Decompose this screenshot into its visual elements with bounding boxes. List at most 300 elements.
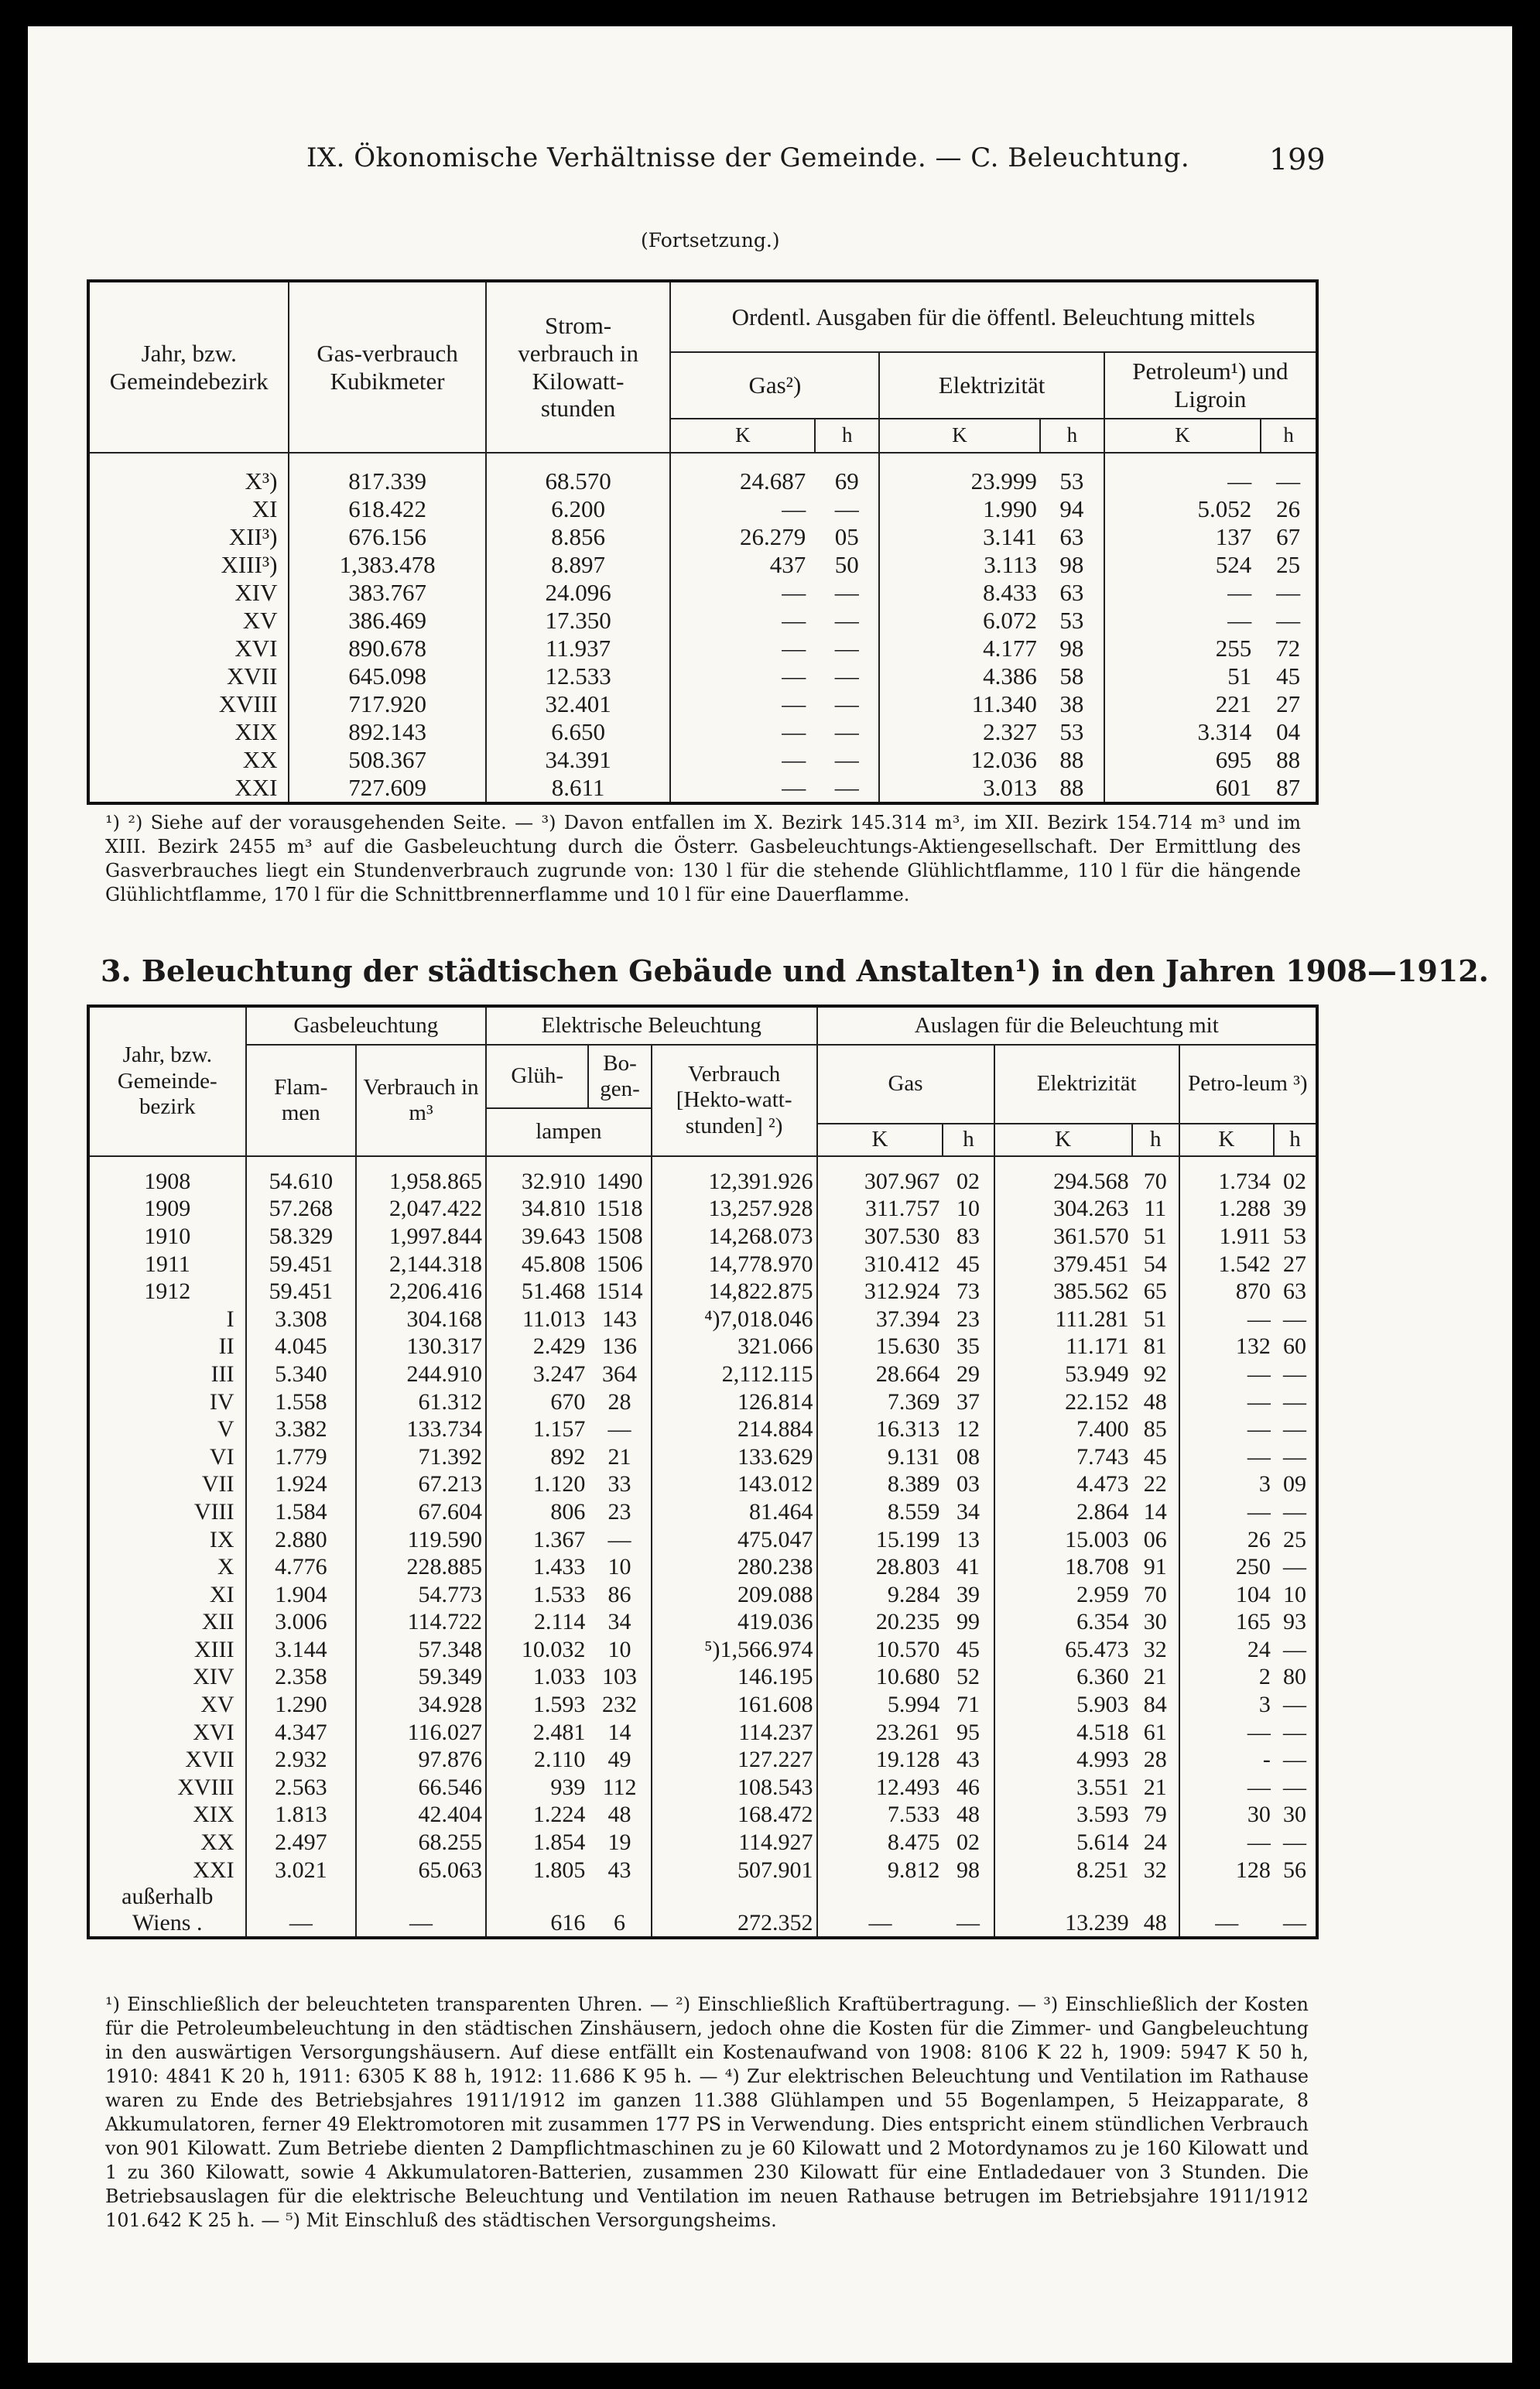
col-header-electricity: Elektrizität <box>994 1045 1179 1124</box>
incandescent-value: 616 <box>550 1910 586 1936</box>
gas-k: 16.313 <box>875 1416 940 1443</box>
power-value: 8.856 <box>486 523 671 551</box>
elec-k: 385.562 <box>1053 1278 1129 1305</box>
gas-k: 7.533 <box>887 1802 940 1828</box>
petro-h: 30 <box>1282 1802 1306 1828</box>
consumption-hw-value: 14,268.073 <box>652 1223 817 1251</box>
petro-h: — <box>1282 1829 1306 1856</box>
table-row <box>88 1829 1317 1857</box>
elec-h: 11 <box>1132 1196 1179 1224</box>
gas-h: — <box>815 690 879 718</box>
district-label: XVIII <box>128 1774 246 1802</box>
unit-h: h <box>815 419 879 453</box>
district-label: XI <box>128 1581 246 1609</box>
petro-k: 250 <box>1235 1554 1271 1580</box>
gas-k: 12.493 <box>875 1774 940 1800</box>
gas-m3-value: 130.317 <box>356 1333 486 1361</box>
gas-h: 12 <box>943 1415 994 1443</box>
district-label: XIX <box>128 1802 246 1829</box>
elec-h: 24 <box>1132 1829 1179 1857</box>
consumption-hw-value: 14,778.970 <box>652 1251 817 1278</box>
col-header-arc: Bo-gen- <box>588 1045 651 1108</box>
flames-value: 4.347 <box>246 1719 357 1747</box>
petro-k: 1.911 <box>1219 1223 1271 1249</box>
col-header-expenses: Auslagen für die Beleuchtung mit <box>817 1006 1317 1045</box>
table-row <box>88 1802 1317 1829</box>
consumption-hw-value: 321.066 <box>652 1333 817 1361</box>
incandescent-value: 1.033 <box>532 1664 586 1690</box>
consumption-hw-value: 2,112.115 <box>652 1360 817 1388</box>
flames-value: 2.358 <box>246 1664 357 1692</box>
elec-k: 8.433 <box>983 579 1037 606</box>
elec-h: 58 <box>1040 662 1104 690</box>
elec-h: 51 <box>1132 1306 1179 1333</box>
flames-value: 59.451 <box>246 1278 357 1306</box>
elec-h: 30 <box>1132 1609 1179 1637</box>
petro-k: 3 <box>1258 1692 1271 1718</box>
district-label: XX <box>128 1829 246 1857</box>
petro-h: 09 <box>1282 1471 1306 1497</box>
petro-k: — <box>1247 1829 1271 1856</box>
row-label: XXI <box>128 774 289 803</box>
petro-k: 3 <box>1258 1471 1271 1497</box>
gas-value: 508.367 <box>289 746 485 774</box>
incandescent-value: 1.433 <box>532 1554 586 1580</box>
gas-k: 19.128 <box>875 1747 940 1773</box>
col-header-electricity-expense: Elektrizität <box>879 352 1104 419</box>
unit-h: h <box>1040 419 1104 453</box>
table-row <box>88 495 1317 523</box>
gas-k: — <box>782 690 806 717</box>
elec-k: 2.327 <box>983 718 1037 745</box>
section-title: 3. Beleuchtung der städtischen Gebäude und Anstalten¹) in den Jahren 1908—1912. <box>101 953 1489 988</box>
gas-h: 02 <box>943 1829 994 1857</box>
gas-k: 5.994 <box>887 1692 940 1718</box>
table-row <box>88 523 1317 551</box>
district-label: VIII <box>128 1498 246 1526</box>
gas-h: 48 <box>943 1802 994 1829</box>
gas-h: 34 <box>943 1498 994 1526</box>
gas-k: 15.630 <box>875 1333 940 1360</box>
col-header-year-district: Jahr, bzw. Gemeindebezirk <box>88 281 289 453</box>
petro-h: 80 <box>1282 1664 1306 1690</box>
petro-h: 27 <box>1282 1251 1306 1277</box>
gas-h: 50 <box>815 551 879 579</box>
table-row <box>88 1664 1317 1692</box>
gas-k: 28.803 <box>875 1554 940 1580</box>
arc-value: — <box>588 1526 651 1554</box>
elec-k: 65.473 <box>1065 1636 1129 1662</box>
petro-h: 02 <box>1282 1168 1306 1194</box>
incandescent-value: 11.013 <box>522 1306 586 1332</box>
petro-k: — <box>1247 1443 1271 1470</box>
gas-k: 10.570 <box>875 1636 940 1662</box>
petro-h: — <box>1276 607 1301 634</box>
consumption-hw-value: 419.036 <box>652 1609 817 1637</box>
gas-k: — <box>782 662 806 690</box>
district-label: V <box>128 1415 246 1443</box>
petro-k: — <box>1215 1910 1239 1936</box>
elec-h: 88 <box>1040 774 1104 803</box>
flames-value: 3.382 <box>246 1415 357 1443</box>
consumption-hw-value: ⁴)7,018.046 <box>652 1306 817 1333</box>
district-label: XVII <box>128 1746 246 1774</box>
petro-k: 221 <box>1215 690 1252 717</box>
petro-h: 56 <box>1282 1857 1306 1883</box>
petro-k: — <box>1247 1498 1271 1525</box>
district-label: XXI <box>128 1857 246 1884</box>
gas-m3-value: 59.349 <box>356 1664 486 1692</box>
gas-k: 15.199 <box>875 1526 940 1552</box>
petro-k: 165 <box>1235 1609 1271 1635</box>
petro-k: — <box>1247 1774 1271 1800</box>
flames-value: 1.924 <box>246 1471 357 1499</box>
gas-h: — <box>815 495 879 523</box>
gas-h: — <box>815 774 879 803</box>
gas-m3-value: 68.255 <box>356 1829 486 1857</box>
arc-value: 112 <box>588 1774 651 1802</box>
incandescent-value: 45.808 <box>521 1251 586 1277</box>
petro-k: 128 <box>1235 1857 1271 1883</box>
district-label: VII <box>128 1471 246 1499</box>
table-row <box>88 746 1317 774</box>
gas-m3-value: 133.734 <box>356 1415 486 1443</box>
arc-value: 19 <box>588 1829 651 1857</box>
elec-k: 3.013 <box>983 774 1037 801</box>
petro-k: — <box>1247 1719 1271 1745</box>
gas-h: 39 <box>943 1581 994 1609</box>
col-header-gas: Gas <box>817 1045 994 1124</box>
arc-value: — <box>588 1415 651 1443</box>
elec-k: 6.360 <box>1076 1664 1129 1690</box>
petro-k: — <box>1227 467 1252 495</box>
power-value: 8.611 <box>486 774 671 803</box>
elec-h: 84 <box>1132 1691 1179 1719</box>
incandescent-value: 1.224 <box>532 1802 586 1828</box>
flames-value: 1.813 <box>246 1802 357 1829</box>
gas-value: 717.920 <box>289 690 485 718</box>
district-label: IX <box>128 1526 246 1554</box>
unit-h: h <box>943 1124 994 1156</box>
arc-value: 1508 <box>588 1223 651 1251</box>
gas-m3-value: 57.348 <box>356 1636 486 1664</box>
col-header-consumption-hw: Verbrauch [Hekto-watt-stunden] ²) <box>652 1045 817 1156</box>
gas-k: 28.664 <box>875 1360 940 1387</box>
outside-label-line2: Wiens . <box>132 1910 203 1936</box>
year-label: 1908 <box>88 1156 246 1196</box>
gas-h: 29 <box>943 1360 994 1388</box>
district-label: XIV <box>128 1664 246 1692</box>
petro-k: — <box>1247 1360 1271 1387</box>
gas-k: — <box>782 635 806 662</box>
gas-k: 24.687 <box>740 467 806 495</box>
elec-k: 3.551 <box>1076 1774 1129 1800</box>
power-value: 6.200 <box>486 495 671 523</box>
incandescent-value: 1.593 <box>532 1692 586 1718</box>
elec-k: 13.239 <box>1065 1910 1129 1936</box>
gas-k: 311.757 <box>865 1196 940 1222</box>
gas-value: 676.156 <box>289 523 485 551</box>
arc-value: 1514 <box>588 1278 651 1306</box>
gas-m3-value: 66.546 <box>356 1774 486 1802</box>
gas-h: 45 <box>943 1251 994 1278</box>
gas-h: 13 <box>943 1526 994 1554</box>
arc-value: 10 <box>588 1553 651 1581</box>
gas-k: — <box>782 579 806 606</box>
incandescent-value: 892 <box>550 1443 586 1470</box>
table-row <box>88 1609 1317 1637</box>
district-label: I <box>128 1306 246 1333</box>
elec-k: 53.949 <box>1065 1360 1129 1387</box>
elec-k: 18.708 <box>1065 1554 1129 1580</box>
table2-footnotes: ¹) Einschließlich der beleuchteten transparenten Uhren. — ²) Einschließlich Kraftübertragung. — ³) Einschließlich der Kosten für die Petroleumbeleuchtung in den städtischen Zinshäusern, jedoch ohne die Kosten für die Zimmer- und Gangbeleuchtung in den auswärtigen Versorgungshäusern. Auf diese entfällt ein Kostenaufwand von 1908: 8106 K 22 h, 1909: 5947 K 50 h, 1910: 4841 K 20 h, 1911: 6305 K 88 h, 1912: 11.686 K 95 h. — ⁴) Zur elektrischen Beleuchtung und Ventilation im Rathause waren zu Ende des Betriebsjahres 1911/1912 im ganzen 11.388 Glühlampen und 55 Bogenlampen, 5 Heizapparate, 8 Akkumulatoren, ferner 49 Elektromotoren mit zusammen 177 PS in Verwendung. Dies entspricht einem stündlichen Verbrauch von 901 Kilowatt. Zum Betriebe dienten 2 Dampflichtmaschinen zu je 60 Kilowatt und 2 Motordynamos zu je 160 Kilowatt und 1 zu 360 Kilowatt, sowie 4 Akkumulatoren-Batterien, zusammen 230 Kilowatt für eine Entladedauer von 3 Stunden. Die Betriebsauslagen für die elektrische Beleuchtung und Ventilation im neuen Rathause betrugen im Betriebsjahre 1911/1912 101.642 K 25 h. — ⁵) Mit Einschluß des städtischen Versorgungsheims. <box>105 1994 1309 2231</box>
gas-k: 37.394 <box>875 1306 940 1332</box>
elec-k: 4.473 <box>1076 1471 1129 1497</box>
petro-h: — <box>1282 1692 1306 1718</box>
gas-h: — <box>815 746 879 774</box>
arc-value: 14 <box>588 1719 651 1747</box>
flames-value: — <box>246 1884 357 1938</box>
gas-value: 618.422 <box>289 495 485 523</box>
gas-k: 7.369 <box>887 1388 940 1415</box>
table-row <box>88 662 1317 690</box>
table-row <box>88 1360 1317 1388</box>
table-row-outside-vienna <box>88 1884 1317 1938</box>
gas-h: 35 <box>943 1333 994 1361</box>
petro-h: — <box>1282 1388 1306 1415</box>
gas-value: 817.339 <box>289 453 485 495</box>
arc-value: 1490 <box>588 1156 651 1196</box>
elec-h: 63 <box>1040 579 1104 607</box>
power-value: 12.533 <box>486 662 671 690</box>
petro-h: 45 <box>1276 662 1301 690</box>
table-row <box>88 1278 1317 1306</box>
gas-k: — <box>868 1910 892 1936</box>
row-label: XVIII <box>128 690 289 718</box>
arc-value: 364 <box>588 1360 651 1388</box>
gas-m3-value: 67.604 <box>356 1498 486 1526</box>
petro-h: — <box>1276 467 1301 495</box>
col-header-ordinary-expenses: Ordentl. Ausgaben für die öffentl. Beleuchtung mittels <box>670 281 1317 352</box>
arc-value: 143 <box>588 1306 651 1333</box>
gas-m3-value: 114.722 <box>356 1609 486 1637</box>
flames-value: 3.006 <box>246 1609 357 1637</box>
petro-h: 27 <box>1276 690 1301 717</box>
petro-k: 1.542 <box>1218 1251 1271 1277</box>
elec-k: 1.990 <box>983 495 1037 522</box>
flames-value: 1.904 <box>246 1581 357 1609</box>
elec-h: 21 <box>1132 1774 1179 1802</box>
arc-value: 136 <box>588 1333 651 1361</box>
gas-m3-value: 228.885 <box>356 1553 486 1581</box>
gas-value: 727.609 <box>289 774 485 803</box>
arc-value: 232 <box>588 1691 651 1719</box>
elec-h: 63 <box>1040 523 1104 551</box>
table-row <box>88 607 1317 635</box>
petro-k: 601 <box>1215 774 1252 801</box>
gas-h: 10 <box>943 1196 994 1224</box>
elec-k: 11.340 <box>971 690 1037 717</box>
gas-h: — <box>815 635 879 662</box>
table-row <box>88 1553 1317 1581</box>
gas-h: 43 <box>943 1746 994 1774</box>
elec-k: 8.251 <box>1076 1857 1129 1883</box>
petro-h: 39 <box>1282 1196 1306 1222</box>
table-row <box>88 1333 1317 1361</box>
incandescent-value: 939 <box>550 1774 586 1800</box>
consumption-hw-value: 161.608 <box>652 1691 817 1719</box>
petro-k: 3.314 <box>1197 718 1252 745</box>
district-side-label <box>88 1306 128 1884</box>
row-label: XI <box>128 495 289 523</box>
district-label: XII <box>128 1609 246 1637</box>
table-row <box>88 1746 1317 1774</box>
petro-h: — <box>1282 1774 1306 1800</box>
gas-h: 05 <box>815 523 879 551</box>
gas-m3-value: 2,144.318 <box>356 1251 486 1278</box>
year-label: 1912 <box>88 1278 246 1306</box>
flames-value: 2.880 <box>246 1526 357 1554</box>
table-row <box>88 635 1317 662</box>
consumption-hw-value: 280.238 <box>652 1553 817 1581</box>
incandescent-value: 32.910 <box>521 1168 586 1194</box>
gas-m3-value: 67.213 <box>356 1471 486 1499</box>
incandescent-value: 1.367 <box>532 1526 586 1552</box>
unit-k: K <box>817 1124 943 1156</box>
year-label: 1910 <box>88 1223 246 1251</box>
gas-h: 69 <box>815 453 879 495</box>
gas-h: — <box>943 1884 994 1938</box>
elec-k: 23.999 <box>970 467 1037 495</box>
gas-m3-value: 2,047.422 <box>356 1196 486 1224</box>
flames-value: 1.779 <box>246 1443 357 1471</box>
table-row <box>88 1691 1317 1719</box>
incandescent-value: 2.110 <box>533 1747 586 1773</box>
flames-value: 1.290 <box>246 1691 357 1719</box>
elec-k: 2.959 <box>1076 1581 1129 1607</box>
flames-value: 57.268 <box>246 1196 357 1224</box>
unit-k: K <box>1179 1124 1274 1156</box>
elec-k: 4.993 <box>1076 1747 1129 1773</box>
table-row <box>88 774 1317 803</box>
col-header-gas-consumption: Gas-verbrauch Kubikmeter <box>289 281 485 453</box>
gas-k: 9.131 <box>887 1443 940 1470</box>
power-value: 8.897 <box>486 551 671 579</box>
unit-h: h <box>1132 1124 1179 1156</box>
col-header-gas-lighting: Gasbeleuchtung <box>246 1006 486 1045</box>
consumption-hw-value: 272.352 <box>652 1884 817 1938</box>
arc-value: 49 <box>588 1746 651 1774</box>
petro-k: — <box>1247 1416 1271 1443</box>
arc-value: 43 <box>588 1857 651 1884</box>
elec-h: 85 <box>1132 1415 1179 1443</box>
flames-value: 5.340 <box>246 1360 357 1388</box>
elec-h: 91 <box>1132 1553 1179 1581</box>
petro-h: — <box>1282 1360 1306 1387</box>
consumption-hw-value: 209.088 <box>652 1581 817 1609</box>
gas-k: 312.924 <box>864 1278 940 1305</box>
table-row <box>88 1223 1317 1251</box>
power-value: 11.937 <box>486 635 671 662</box>
gas-m3-value: 54.773 <box>356 1581 486 1609</box>
table-row <box>88 1526 1317 1554</box>
petro-h: 93 <box>1282 1609 1306 1635</box>
gas-h: — <box>815 579 879 607</box>
gas-k: 23.261 <box>875 1719 940 1745</box>
gas-value: 890.678 <box>289 635 485 662</box>
flames-value: 1.558 <box>246 1388 357 1416</box>
consumption-hw-value: 114.927 <box>652 1829 817 1857</box>
page-header-title: IX. Ökonomische Verhältnisse der Gemeinde. — C. Beleuchtung. <box>306 142 1190 173</box>
petro-k: — <box>1227 579 1252 606</box>
petro-h: — <box>1282 1416 1306 1443</box>
arc-value: 21 <box>588 1443 651 1471</box>
flames-value: 4.045 <box>246 1333 357 1361</box>
petro-h: 04 <box>1276 718 1301 745</box>
outside-vienna-label <box>88 1884 246 1938</box>
gas-value: 645.098 <box>289 662 485 690</box>
gas-h: 95 <box>943 1719 994 1747</box>
flames-value: 3.308 <box>246 1306 357 1333</box>
consumption-hw-value: 126.814 <box>652 1388 817 1416</box>
petro-k: 51 <box>1227 662 1252 690</box>
incandescent-value: 2.114 <box>533 1609 586 1635</box>
table-row <box>88 1443 1317 1471</box>
year-label: 1909 <box>88 1196 246 1224</box>
consumption-hw-value: 114.237 <box>652 1719 817 1747</box>
petro-k: 870 <box>1235 1278 1271 1305</box>
table-row <box>88 1774 1317 1802</box>
elec-k: 4.386 <box>983 662 1037 690</box>
elec-h: 81 <box>1132 1333 1179 1361</box>
elec-h: 88 <box>1040 746 1104 774</box>
elec-k: 5.903 <box>1076 1692 1129 1718</box>
elec-h: 28 <box>1132 1746 1179 1774</box>
arc-value: 86 <box>588 1581 651 1609</box>
elec-h: 65 <box>1132 1278 1179 1306</box>
gas-h: 46 <box>943 1774 994 1802</box>
gas-h: 41 <box>943 1553 994 1581</box>
petro-h: 63 <box>1282 1278 1306 1305</box>
consumption-hw-value: 14,822.875 <box>652 1278 817 1306</box>
row-label: XVI <box>128 635 289 662</box>
gas-k: 8.559 <box>887 1498 940 1525</box>
arc-value: 23 <box>588 1498 651 1526</box>
elec-h: 53 <box>1040 453 1104 495</box>
col-header-consumption-m3: Verbrauch in m³ <box>356 1045 486 1156</box>
petro-k: 524 <box>1215 551 1252 578</box>
petro-k: 2 <box>1258 1664 1271 1690</box>
incandescent-value: 2.429 <box>532 1333 586 1360</box>
unit-k: K <box>1104 419 1261 453</box>
table-row <box>88 1719 1317 1747</box>
gas-m3-value: 42.404 <box>356 1802 486 1829</box>
petro-h: 10 <box>1282 1581 1306 1607</box>
petro-h: 60 <box>1282 1333 1306 1360</box>
table-row <box>88 1156 1317 1196</box>
petro-h: 25 <box>1276 551 1301 578</box>
district-side-label <box>88 453 128 803</box>
power-value: 68.570 <box>486 453 671 495</box>
petro-h: — <box>1282 1636 1306 1662</box>
gas-h: — <box>815 607 879 635</box>
continuation-note: (Fortsetzung.) <box>641 229 780 252</box>
unit-h: h <box>1261 419 1317 453</box>
col-header-year-district: Jahr, bzw. Gemeinde-bezirk <box>88 1006 246 1156</box>
consumption-hw-value: 133.629 <box>652 1443 817 1471</box>
gas-m3-value: 244.910 <box>356 1360 486 1388</box>
petro-h: 88 <box>1276 746 1301 773</box>
